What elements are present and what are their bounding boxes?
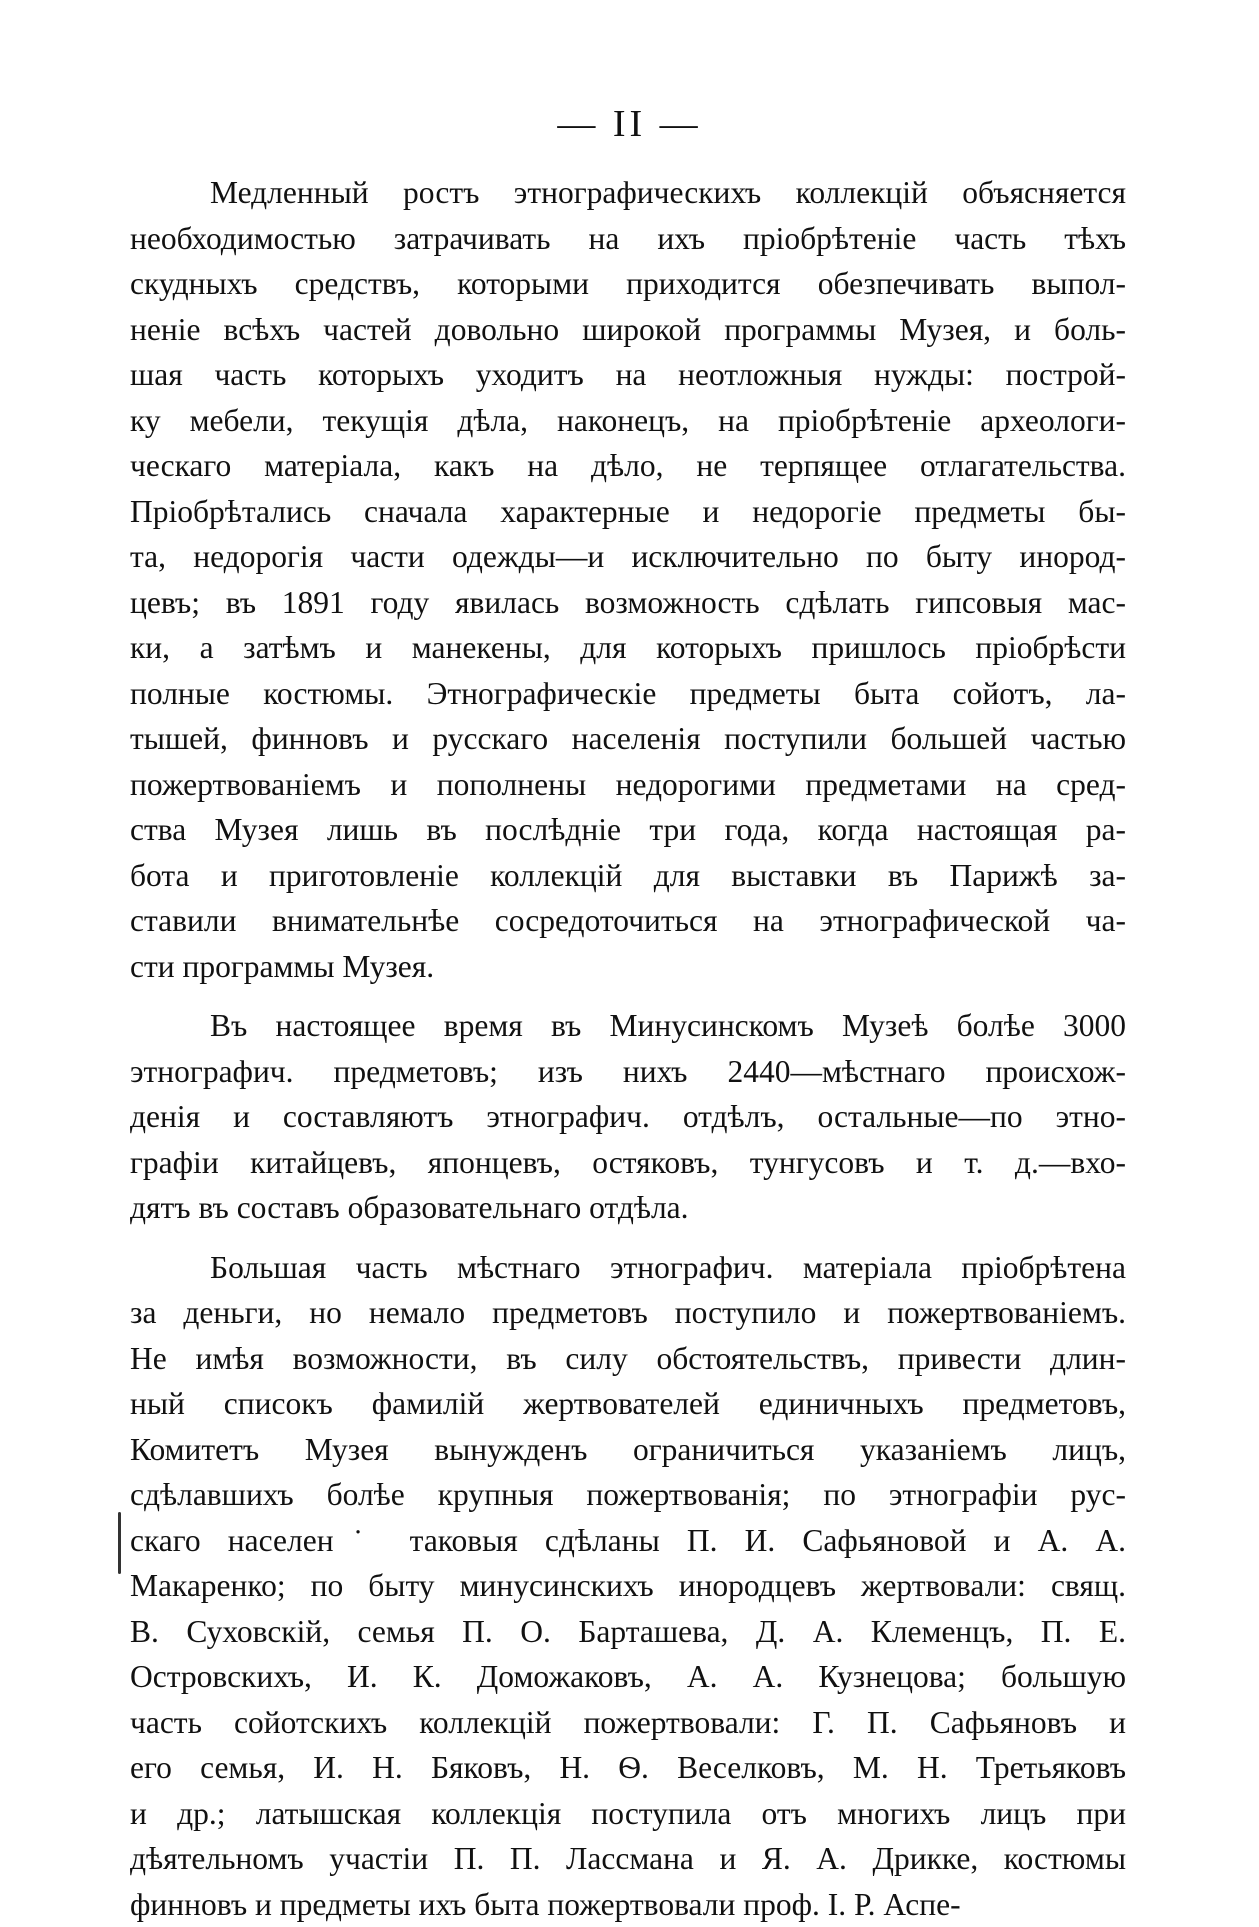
text-line: Островскихъ, И. К. Доможаковъ, А. А. Кузнецова; большую [130,1654,1126,1700]
text-line: дятъ въ составъ образовательнаго отдѣла. [130,1185,1126,1231]
text-line: пожертвованіемъ и пополнены недорогими предметами на сред- [130,762,1126,808]
text-line: этнографич. предметовъ; изъ нихъ 2440—мѣстнаго происхож- [130,1049,1126,1095]
text-line: ставили внимательнѣе сосредоточиться на этнографической ча- [130,898,1126,944]
page-number: — II — [0,102,1259,146]
text-line: скудныхъ средствъ, которыми приходится обезпечивать выпол- [130,261,1126,307]
text-line: его семья, И. Н. Бяковъ, Н. Ѳ. Веселковъ, М. Н. Третьяковъ [130,1745,1126,1791]
text-line: финновъ и предметы ихъ быта пожертвовали проф. І. Р. Аспе- [130,1882,1126,1927]
text-line: тышей, финновъ и русскаго населенія поступили большей частью [130,716,1126,762]
text-line: ческаго матеріала, какъ на дѣло, не терпящее отлагательства. [130,443,1126,489]
text-line: Большая часть мѣстнаго этнографич. матеріала пріобрѣтена [130,1245,1126,1291]
text-line: сти программы Музея. [130,944,1126,990]
text-line: дѣятельномъ участіи П. П. Лассмана и Я. А. Дрикке, костюмы [130,1836,1126,1882]
text-line: Медленный ростъ этнографическихъ коллекцій объясняется [130,170,1126,216]
paragraph [130,170,1126,989]
text-line: та, недорогія части одежды—и исключительно по быту инород- [130,534,1126,580]
text-line: графіи китайцевъ, японцевъ, остяковъ, тунгусовъ и т. д.—вхо- [130,1140,1126,1186]
text-line: Въ настоящее время въ Минусинскомъ Музеѣ болѣе 3000 [130,1003,1126,1049]
paragraph [130,1245,1126,1927]
text-line: ства Музея лишь въ послѣдніе три года, когда настоящая ра- [130,807,1126,853]
margin-scan-mark [118,1512,121,1574]
text-line: неніе всѣхъ частей довольно широкой программы Музея, и боль- [130,307,1126,353]
text-line: ку мебели, текущія дѣла, наконецъ, на пріобрѣтеніе археологи- [130,398,1126,444]
text-line: необходимостью затрачивать на ихъ пріобрѣтеніе часть тѣхъ [130,216,1126,262]
text-line: сдѣлавшихъ болѣе крупныя пожертвованія; по этнографіи рус- [130,1472,1126,1518]
text-line: шая часть которыхъ уходитъ на неотложныя нужды: построй- [130,352,1126,398]
text-line: бота и приготовленіе коллекцій для выставки въ Парижѣ за- [130,853,1126,899]
text-line: и др.; латышская коллекція поступила отъ многихъ лицъ при [130,1791,1126,1837]
paragraph [130,1003,1126,1231]
text-line: Не имѣя возможности, въ силу обстоятельствъ, привести длин- [130,1336,1126,1382]
text-line: цевъ; въ 1891 году явилась возможность сдѣлать гипсовыя мас- [130,580,1126,626]
text-line: В. Суховскій, семья П. О. Барташева, Д. А. Клеменцъ, П. Е. [130,1609,1126,1655]
text-line: часть сойотскихъ коллекцій пожертвовали: Г. П. Сафьяновъ и [130,1700,1126,1746]
text-line: Пріобрѣтались сначала характерные и недорогіе предметы бы- [130,489,1126,535]
text-line: скаго населен˙ таковыя сдѣланы П. И. Сафьяновой и А. А. [130,1518,1126,1564]
text-line: ки, а затѣмъ и манекены, для которыхъ пришлось пріобрѣсти [130,625,1126,671]
text-line: Комитетъ Музея вынужденъ ограничиться указаніемъ лицъ, [130,1427,1126,1473]
text-line: полные костюмы. Этнографическіе предметы быта сойотъ, ла- [130,671,1126,717]
text-line: Макаренко; по быту минусинскихъ инородцевъ жертвовали: свящ. [130,1563,1126,1609]
text-line: ный списокъ фамилій жертвователей единичныхъ предметовъ, [130,1381,1126,1427]
text-line: за деньги, но немало предметовъ поступило и пожертвованіемъ. [130,1290,1126,1336]
text-line: денія и составляютъ этнографич. отдѣлъ, остальные—по этно- [130,1094,1126,1140]
body-text [130,170,1126,1927]
